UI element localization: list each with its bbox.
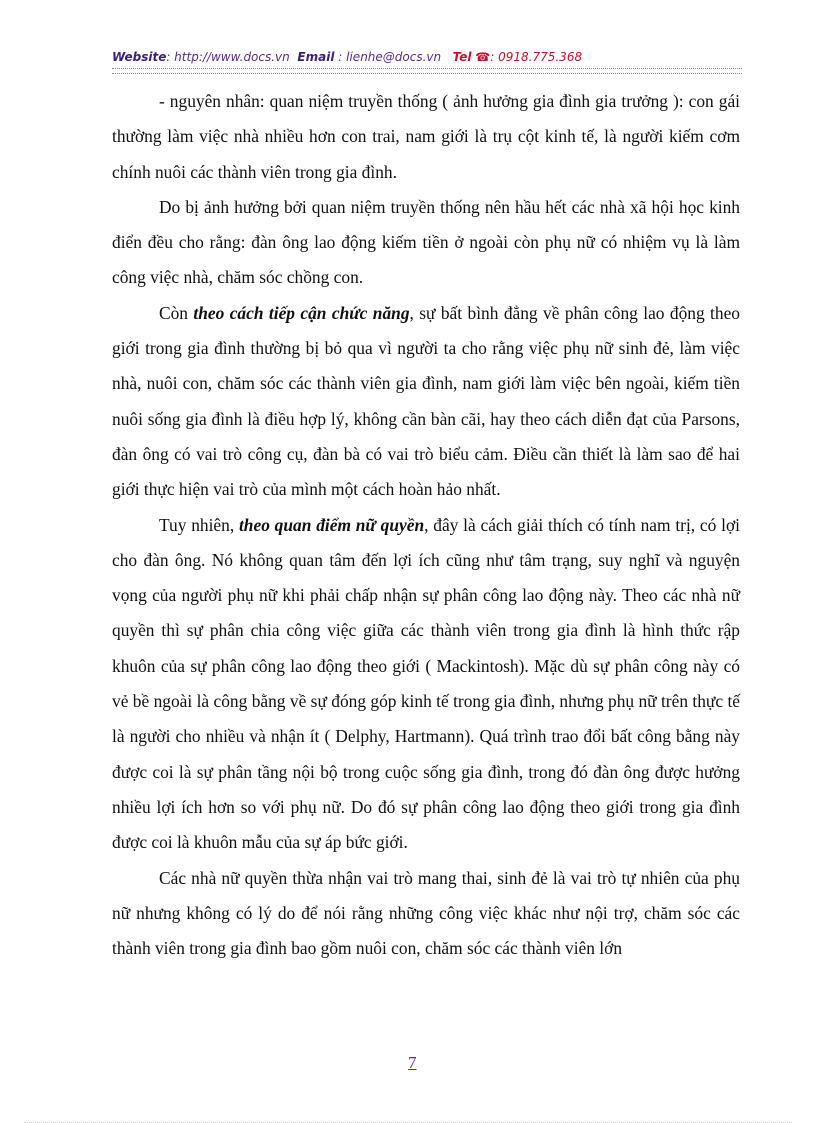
page-number: 7 [408,1053,417,1072]
paragraph-5: Các nhà nữ quyền thừa nhận vai trò mang thai, sinh đẻ là vai trò tự nhiên của phụ nữ nhưng không có lý do để nói rằng những công việc khác như nội trợ, chăm sóc các thành viên trong gia đình bao gồm nuôi con, chăm sóc các thành viên lớn [112,867,740,959]
paragraph-4-text: , đây là cách giải thích có tính nam trị, có lợi cho đàn ông. Nó không quan tâm đến lợi ích cũng như tâm trạng, suy nghĩ và nguyện vọng của người phụ nữ khi phải chấp nhận sự phân công lao động này. Theo các nhà nữ quyền thì sự phân chia công việc giữa các thành viên trong gia đình là hình thức rập khuôn của sự phân công lao động theo giới ( Mackintosh). Mặc dù sự phân công này có vẻ bề ngoài là công bằng về sự đóng góp kinh tế trong gia đình, nhưng phụ nữ trên thực tế là người cho nhiều và nhận ít ( Delphy, Hartmann). Quá trình trao đổi bất công bằng này được coi là sự phân tầng nội bộ trong cuộc sống gia đình, trong đó đàn ông được hưởng nhiều lợi ích hơn so với phụ nữ. Do đó sự phân công lao động theo giới trong gia đình được coi là khuôn mẫu của sự áp bức giới. [112,514,740,853]
tel-value: : 0918.775.368 [490,50,583,64]
paragraph-2: Do bị ảnh hưởng bởi quan niệm truyền thống nên hầu hết các nhà xã hội học kinh điển đều cho rằng: đàn ông lao động kiếm tiền ở ngoài còn phụ nữ có nhiệm vụ là làm công việc nhà, chăm sóc chồng con. [112,196,740,288]
paragraph-1: - nguyên nhân: quan niệm truyền thống ( ảnh hưởng gia đình gia trưởng ): con gái thường làm việc nhà nhiều hơn con trai, nam giới là trụ cột kinh tế, là người kiếm cơm chính nuôi các thành viên trong gia đình. [112,91,740,182]
paragraph-4-lead: Tuy nhiên, [159,514,239,535]
paragraph-4 [112,508,740,861]
paragraph-3-emphasis: theo cách tiếp cận chức năng [193,302,410,323]
page-header [112,50,742,64]
website-link[interactable]: : http://www.docs.vn [166,50,290,64]
website-label: Website [112,50,167,64]
paragraph-3-text: , sự bất bình đẳng về phân công lao động theo giới trong gia đình thường bị bỏ qua vì người ta cho rằng việc phụ nữ sinh đẻ, làm việc nhà, nuôi con, chăm sóc các thành viên gia đình, nam giới làm việc bên ngoài, kiếm tiền nuôi sống gia đình là điều hợp lý, không cần bàn cãi, hay theo cách diễn đạt của Parsons, đàn ông có vai trò công cụ, đàn bà có vai trò biểu cảm. Điều cần thiết là làm sao để hai giới thực hiện vai trò của mình một cách hoàn hảo nhất. [112,302,740,500]
email-label: Email [297,50,335,64]
document-body [112,84,740,966]
paragraph-3-lead: Còn [159,302,194,323]
paragraph-3 [112,296,740,508]
header-divider [112,68,742,74]
email-link[interactable]: : lienhe@docs.vn [338,50,442,64]
tel-label: Tel [452,50,472,64]
phone-icon: ☎ [475,50,491,64]
paragraph-4-emphasis: theo quan điểm nữ quyền [238,514,425,535]
